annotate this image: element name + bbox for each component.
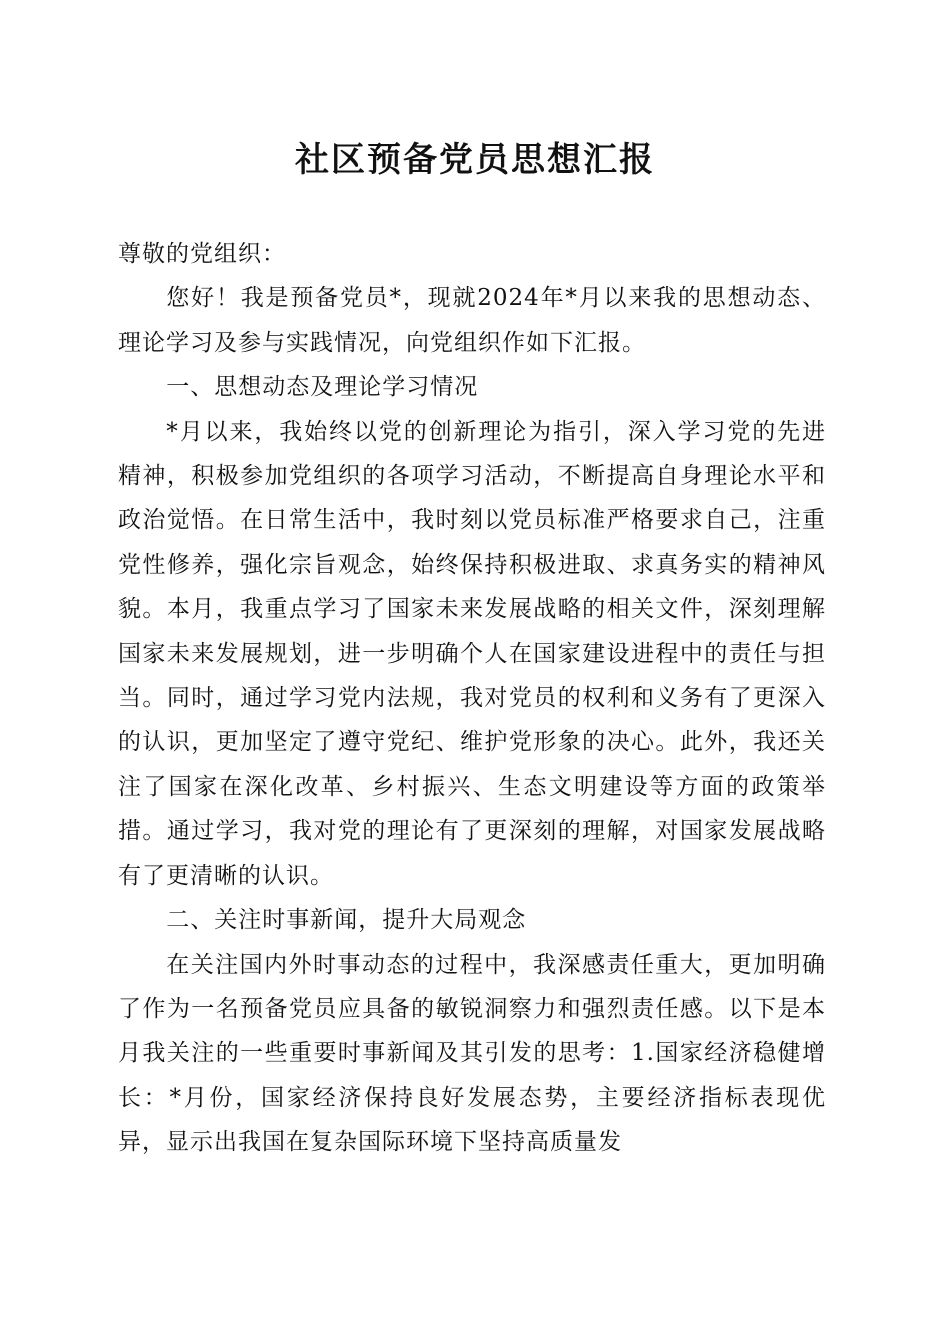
section-paragraph-2: 在关注国内外时事动态的过程中，我深感责任重大，更加明确了作为一名预备党员应具备的敏锐洞察力和强烈责任感。以下是本月我关注的一些重要时事新闻及其引发的思考：1.国家经济稳健增长：*月份，国家经济保持良好发展态势，主要经济指标表现优异，显示出我国在复杂国际环境下坚持高质量发 xyxy=(118,951,826,1156)
document-title: 社区预备党员思想汇报 xyxy=(295,140,655,180)
salutation: 尊敬的党组织： xyxy=(118,241,286,267)
section-heading-1: 一、思想动态及理论学习情况 xyxy=(166,374,479,401)
section-paragraph-1: *月以来，我始终以党的创新理论为指引，深入学习党的先进精神，积极参加党组织的各项学习活动，不断提高自身理论水平和政治觉悟。在日常生活中，我时刻以党员标准严格要求自己，注重党性修养，强化宗旨观念，始终保持积极进取、求真务实的精神风貌。本月，我重点学习了国家未来发展战略的相关文件，深刻理解国家未来发展规划，进一步明确个人在国家建设进程中的责任与担当。同时，通过学习党内法规，我对党员的权利和义务有了更深入的认识，更加坚定了遵守党纪、维护党形象的决心。此外，我还关注了国家在深化改革、乡村振兴、生态文明建设等方面的政策举措。通过学习，我对党的理论有了更深刻的理解，对国家发展战略有了更清晰的认识。 xyxy=(118,418,826,889)
section-heading-2: 二、关注时事新闻，提升大局观念 xyxy=(166,907,527,934)
intro-paragraph: 您好！我是预备党员*，现就2024年*月以来我的思想动态、理论学习及参与实践情况，向党组织作如下汇报。 xyxy=(118,285,826,356)
document-body xyxy=(118,232,826,1165)
